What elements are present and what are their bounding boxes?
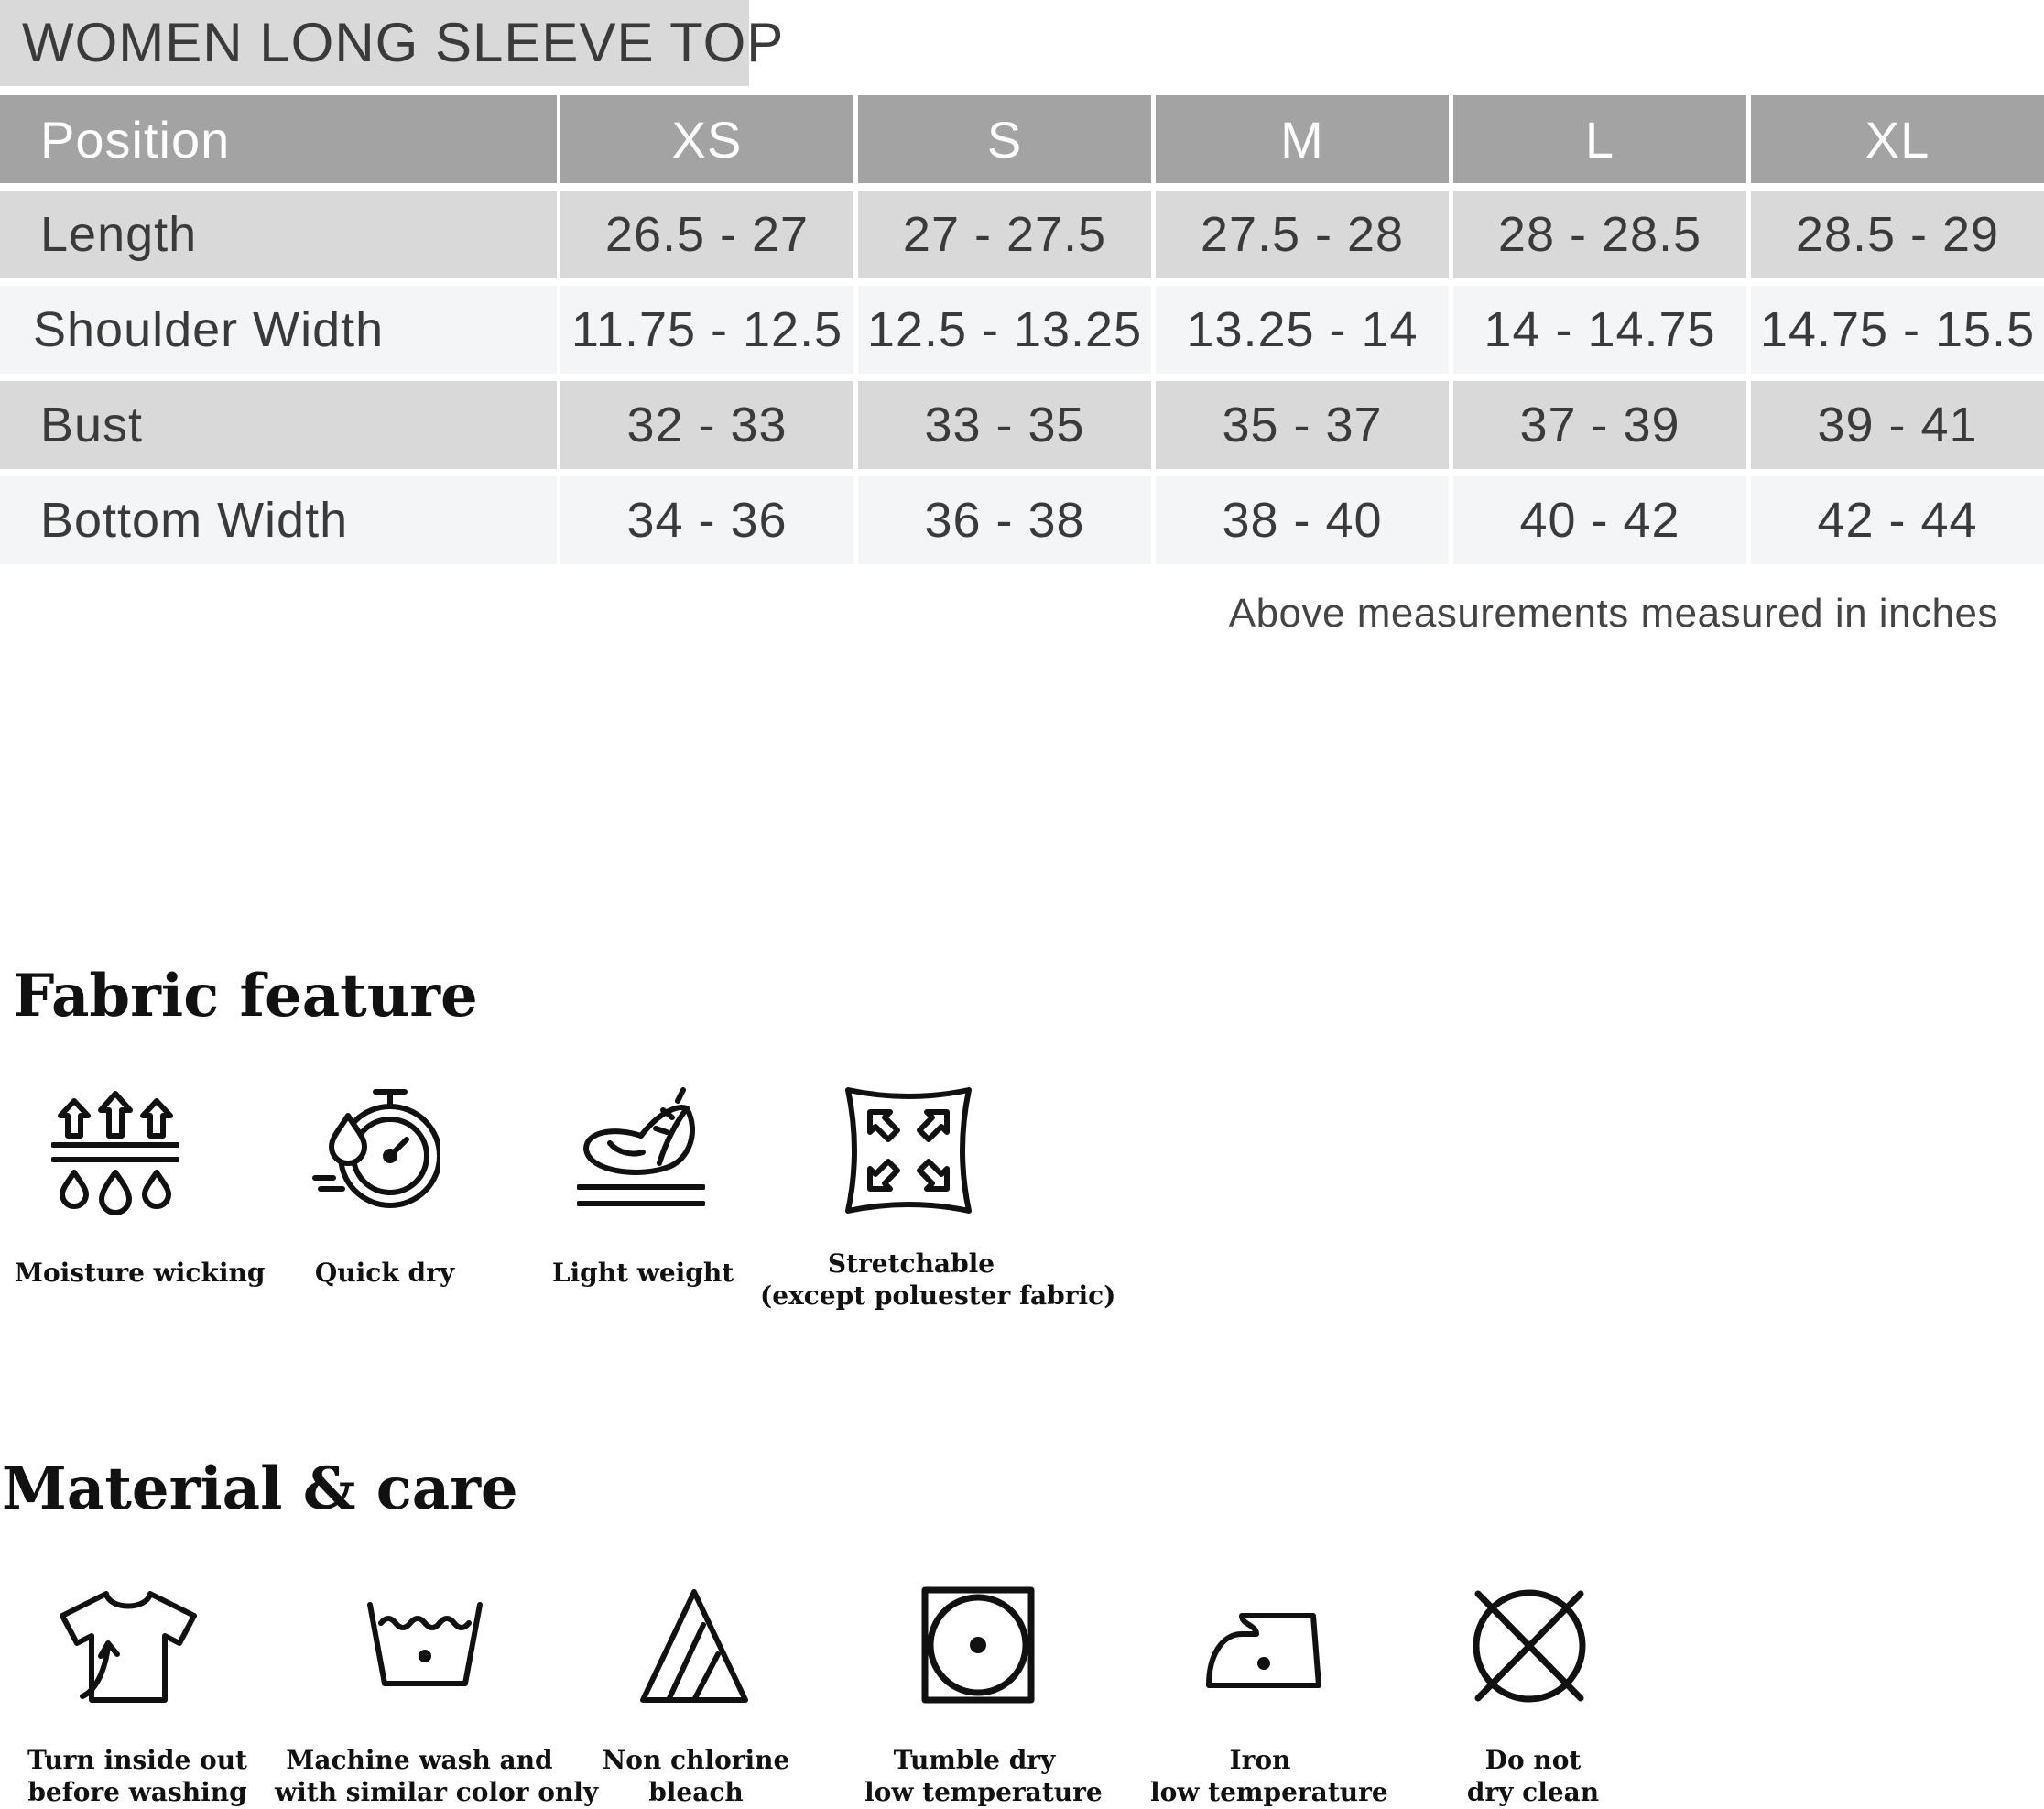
value-cell: 33 - 35 (858, 381, 1151, 469)
table-row (0, 286, 2044, 374)
non-chlorine-bleach-icon (637, 1588, 751, 1705)
machine-wash-label (275, 1744, 599, 1808)
value-cell: 14 - 14.75 (1453, 286, 1746, 374)
value-cell: 11.75 - 12.5 (560, 286, 853, 374)
do-not-dry-clean-icon (1471, 1586, 1588, 1705)
label-line: Do not (1484, 1745, 1582, 1775)
header-cell: L (1453, 95, 1746, 183)
label-line: bleach (648, 1777, 744, 1807)
header-cell: XS (560, 95, 853, 183)
turn-inside-out-label (18, 1744, 256, 1808)
value-cell: 39 - 41 (1751, 381, 2044, 469)
tumble-dry-low-icon (921, 1586, 1035, 1704)
value-cell: 42 - 44 (1751, 476, 2044, 564)
label-line: Machine wash and (286, 1745, 553, 1775)
label-line: before washing (27, 1777, 247, 1807)
value-cell: 35 - 37 (1156, 381, 1449, 469)
do-not-dry-clean-label (1423, 1744, 1643, 1808)
value-cell: 40 - 42 (1453, 476, 1746, 564)
iron-low-label (1150, 1744, 1388, 1808)
header-cell: XL (1751, 95, 2044, 183)
value-cell: 34 - 36 (560, 476, 853, 564)
moisture-wicking-label (15, 1257, 266, 1289)
label-line: Tumble dry (893, 1745, 1056, 1775)
label-line: dry clean (1466, 1777, 1600, 1807)
label-line: Stretchable (827, 1248, 995, 1279)
table-row (0, 191, 2044, 278)
header-cell: S (858, 95, 1151, 183)
value-cell: 14.75 - 15.5 (1751, 286, 2044, 374)
quick-dry-label (275, 1257, 495, 1289)
page-title: WOMEN LONG SLEEVE TOP (0, 0, 749, 86)
label-line: Light weight (551, 1258, 734, 1288)
label-line: low temperature (864, 1777, 1103, 1807)
label-line: (except poluester fabric) (760, 1280, 1116, 1311)
label-line: Quick dry (314, 1258, 455, 1288)
value-cell: 26.5 - 27 (560, 191, 853, 278)
non-chlorine-bleach-label (586, 1744, 806, 1808)
label-line: Iron (1229, 1745, 1291, 1775)
moisture-wicking-icon (51, 1088, 179, 1216)
position-cell: Bottom Width (0, 476, 557, 564)
header-cell: M (1156, 95, 1449, 183)
value-cell: 27 - 27.5 (858, 191, 1151, 278)
value-cell: 32 - 33 (560, 381, 853, 469)
value-cell: 37 - 39 (1453, 381, 1746, 469)
value-cell: 38 - 40 (1156, 476, 1449, 564)
value-cell: 28 - 28.5 (1453, 191, 1746, 278)
material-care-title: Material & care (2, 1455, 518, 1523)
label-line: with similar color only (275, 1777, 599, 1807)
fabric-feature-title: Fabric feature (13, 962, 478, 1030)
measurement-note: Above measurements measured in inches (1228, 591, 1998, 636)
label-line: Turn inside out (27, 1745, 247, 1775)
value-cell: 27.5 - 28 (1156, 191, 1449, 278)
stretchable-icon (844, 1086, 973, 1215)
table-header-row (0, 95, 2044, 183)
table-row (0, 381, 2044, 469)
label-line: low temperature (1150, 1777, 1388, 1807)
position-cell: Length (0, 191, 557, 278)
value-cell: 36 - 38 (858, 476, 1151, 564)
label-line: Moisture wicking (15, 1258, 266, 1288)
quick-dry-icon (311, 1088, 440, 1216)
turn-inside-out-icon (59, 1590, 198, 1704)
label-line: Non chlorine (602, 1745, 790, 1775)
position-cell: Bust (0, 381, 557, 469)
machine-wash-icon (366, 1601, 484, 1689)
light-weight-icon (577, 1086, 705, 1216)
position-cell: Shoulder Width (0, 286, 557, 374)
light-weight-label (533, 1257, 753, 1289)
iron-low-icon (1205, 1612, 1322, 1689)
value-cell: 13.25 - 14 (1156, 286, 1449, 374)
value-cell: 28.5 - 29 (1751, 191, 2044, 278)
stretchable-label (760, 1248, 1116, 1312)
value-cell: 12.5 - 13.25 (858, 286, 1151, 374)
tumble-dry-low-label (864, 1744, 1103, 1808)
header-cell: Position (0, 95, 557, 183)
table-row (0, 476, 2044, 564)
